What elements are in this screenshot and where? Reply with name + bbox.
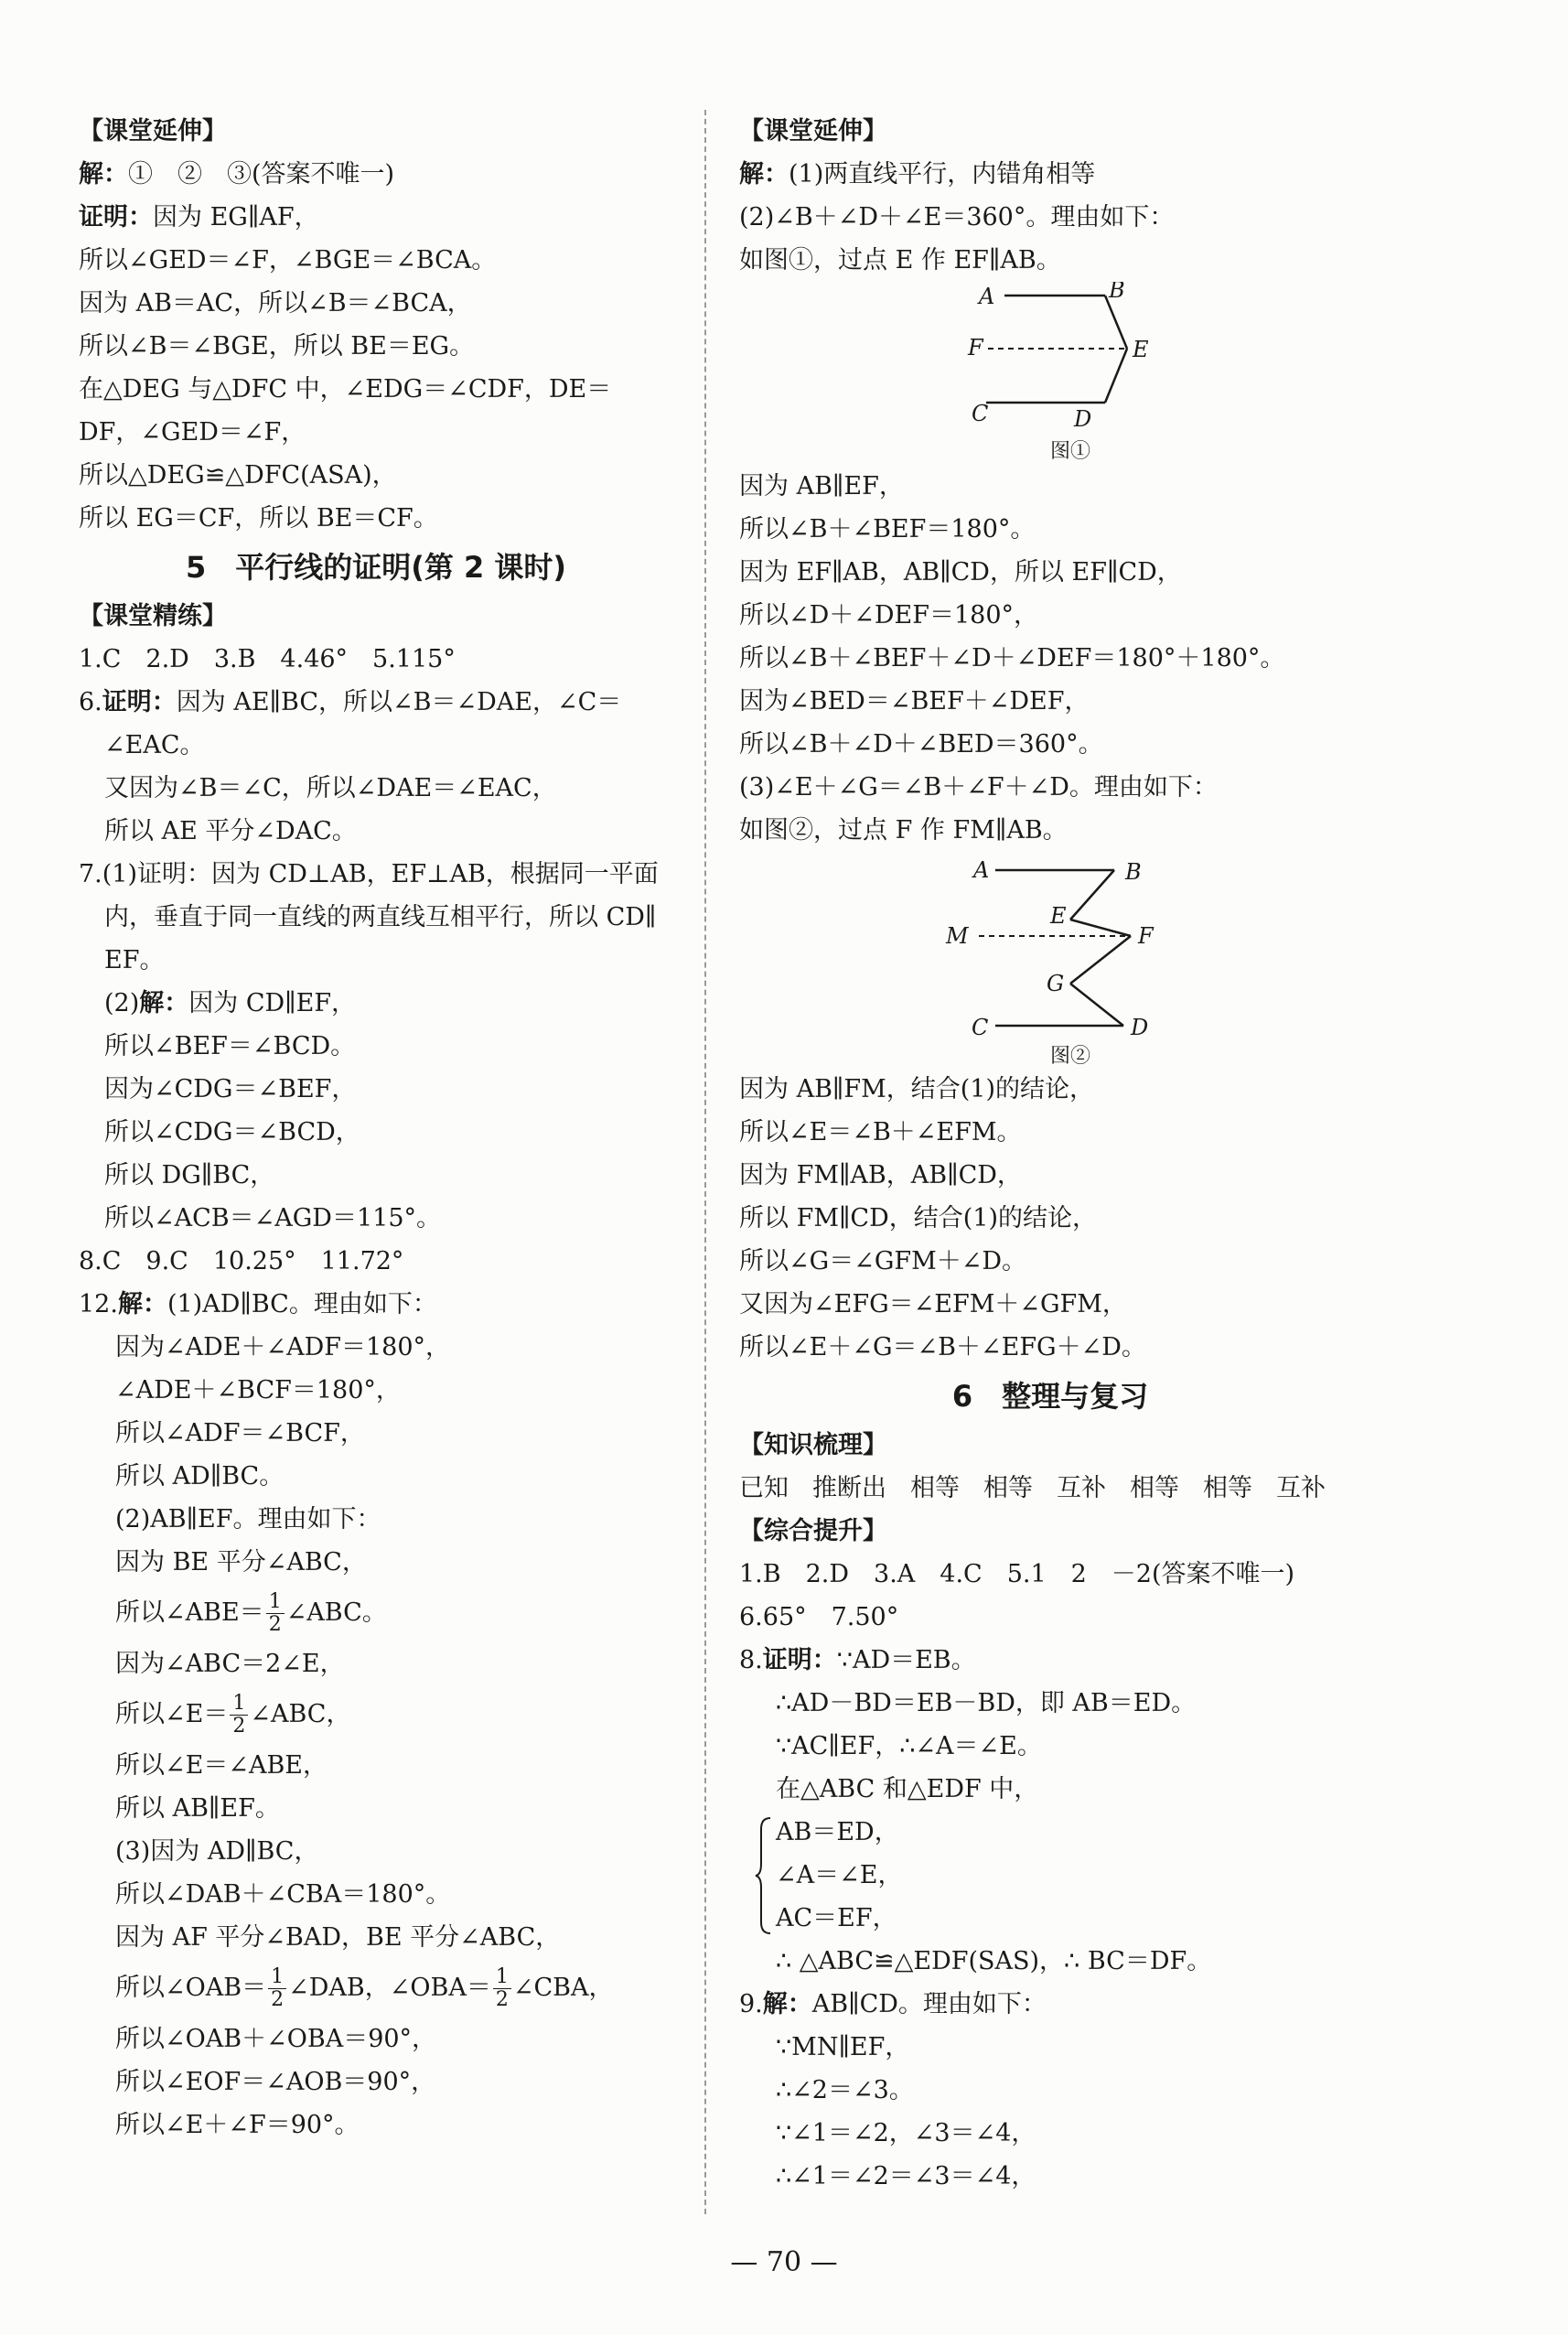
text-line: ∵∠1＝∠2，∠3＝∠4， — [776, 2119, 1036, 2147]
text-line: 所以∠B＋∠BEF＋∠D＋∠DEF＝180°＋180°。 — [739, 644, 1285, 673]
text-line: 所以∠B＝∠BGE，所以 BE＝EG。 — [79, 332, 475, 360]
figure-1 — [739, 282, 1361, 465]
text-line: 所以 AE 平分∠DAC。 — [104, 817, 357, 845]
text-line: 6.证明：因为 AE∥BC，所以∠B＝∠DAE，∠C＝ — [79, 688, 622, 716]
figure-2 — [739, 852, 1361, 1068]
text-line: ∴∠1＝∠2＝∠3＝∠4， — [776, 2162, 1036, 2190]
line-ed — [1105, 349, 1127, 403]
fraction-numerator: 1 — [268, 1966, 286, 1989]
term: 互补 — [1057, 1474, 1106, 1502]
line-fg — [1070, 936, 1131, 984]
keyword: 解： — [739, 160, 789, 188]
fraction-one-half — [493, 1966, 511, 2011]
point-label: E — [1050, 903, 1067, 929]
keyword: 证明： — [102, 688, 177, 716]
text-line: (3)因为 AD∥BC， — [115, 1837, 319, 1866]
section-heading-extension: 【课堂延伸】 — [79, 117, 227, 145]
text-fragment: ∠CBA， — [512, 1974, 614, 2002]
text-line: (2)AB∥EF。理由如下： — [115, 1505, 381, 1533]
text-line: 所以 DG∥BC， — [104, 1161, 275, 1189]
text-line: ∠EAC。 — [104, 731, 205, 759]
question-7 — [79, 853, 673, 1240]
section-heading-knowledge: 【知识梳理】 — [739, 1431, 887, 1459]
text-line: 8.证明：∵AD＝EB。 — [739, 1646, 976, 1674]
term: 互补 — [1276, 1474, 1326, 1502]
text-line: 所以∠G＝∠GFM＋∠D。 — [739, 1247, 1027, 1275]
keyword: 解： — [79, 160, 128, 188]
text-line: 所以∠OAB＋∠OBA＝90°， — [115, 2025, 437, 2053]
text-line: ∴AD－BD＝EB－BD，即 AB＝ED。 — [776, 1689, 1197, 1717]
line-be — [1070, 870, 1114, 920]
section-title-6: 6 整理与复习 — [951, 1379, 1149, 1414]
text-line: ∴ △ABC≌△EDF(SAS)，∴ BC＝DF。 — [776, 1947, 1212, 1975]
point-label: G — [1047, 971, 1065, 996]
knowledge-terms — [739, 1467, 1361, 1510]
system-line: ∠A＝∠E， — [776, 1861, 903, 1889]
text-line: 因为∠ADE＋∠ADF＝180°， — [115, 1333, 451, 1361]
section-heading-practice: 【课堂精练】 — [79, 602, 227, 630]
text-line: 所以∠DAB＋∠CBA＝180°。 — [115, 1880, 451, 1909]
point-label: D — [1131, 1015, 1149, 1040]
fraction-numerator: 1 — [493, 1966, 511, 1989]
point-label: F — [1138, 923, 1154, 949]
text-line: 9.解：AB∥CD。理由如下： — [739, 1990, 1047, 2018]
fraction-line — [79, 1959, 673, 2018]
text-line: ∵AC∥EF，∴∠A＝∠E。 — [776, 1732, 1042, 1760]
text-line: 所以∠BEF＝∠BCD。 — [104, 1032, 356, 1060]
text-line: 所以△DEG≌△DFC(ASA)， — [79, 461, 397, 490]
text-line: 所以∠GED＝∠F，∠BGE＝∠BCA。 — [79, 246, 497, 274]
text-line: 所以∠EOF＝∠AOB＝90°， — [115, 2068, 436, 2096]
fraction-line — [79, 1584, 673, 1642]
page-number: — 70 — — [730, 2246, 838, 2278]
section-heading-extension: 【课堂延伸】 — [739, 117, 887, 145]
text-line: 12.解：(1)AD∥BC。理由如下： — [79, 1290, 437, 1318]
text-line: 因为 AB∥EF， — [739, 472, 904, 500]
text-line: 因为∠BED＝∠BEF＋∠DEF， — [739, 687, 1090, 716]
text-line: 又因为∠B＝∠C，所以∠DAE＝∠EAC， — [104, 774, 557, 802]
text-line: 因为 AB∥FM，结合(1)的结论， — [739, 1075, 1095, 1103]
text-line: 所以∠ACB＝∠AGD＝115°。 — [104, 1204, 441, 1232]
keyword: 解： — [762, 1990, 812, 2018]
text-line: 所以 EG＝CF，所以 BE＝CF。 — [79, 504, 438, 533]
text-line: (3)∠E＋∠G＝∠B＋∠F＋∠D。理由如下： — [739, 773, 1218, 802]
answers-6-7: 6.65° 7.50° — [739, 1603, 899, 1631]
right-column — [739, 110, 1361, 2198]
point-label: D — [1074, 406, 1092, 432]
text-line: 所以∠B＋∠BEF＝180°。 — [739, 515, 1036, 543]
section-heading-improve: 【综合提升】 — [739, 1517, 887, 1545]
line-be — [1105, 296, 1127, 349]
text-line: 7.(1)证明：因为 CD⊥AB，EF⊥AB，根据同一平面 — [79, 860, 659, 888]
text-line: 如图①，过点 E 作 EF∥AB。 — [739, 246, 1061, 274]
term: 相等 — [1130, 1474, 1179, 1502]
fraction-numerator: 1 — [230, 1693, 248, 1716]
text-line: 因为∠CDG＝∠BEF， — [104, 1075, 357, 1103]
term: 已知 — [739, 1474, 789, 1502]
text-fragment: ∠DAB，∠OBA＝ — [288, 1974, 491, 2002]
text-line: EF。 — [104, 946, 165, 974]
question-8 — [739, 1639, 1361, 1983]
text-line: 如图②，过点 F 作 FM∥AB。 — [739, 816, 1068, 845]
text-fragment: ∠ABC。 — [285, 1598, 387, 1627]
section-title-5: 5 平行线的证明(第 2 课时) — [185, 550, 567, 585]
system-line: AC＝EF， — [776, 1904, 897, 1932]
fraction-one-half — [266, 1591, 285, 1636]
keyword: 解： — [117, 1290, 167, 1318]
text-line: (2)∠B＋∠D＋∠E＝360°。理由如下： — [739, 203, 1175, 231]
term: 推断出 — [812, 1474, 886, 1502]
text-line: 因为∠ABC＝2∠E， — [115, 1650, 345, 1678]
text-line: 所以 AD∥BC。 — [115, 1462, 285, 1490]
figure-caption: 图① — [1050, 440, 1091, 463]
fraction-denominator: 2 — [271, 1988, 285, 2011]
fraction-one-half — [268, 1966, 286, 2011]
text-line: ∠ADE＋∠BCF＝180°， — [115, 1376, 401, 1404]
fraction-line — [79, 1685, 673, 1744]
text-line: 所以∠CDG＝∠BCD， — [104, 1118, 360, 1146]
text-line: 所以∠E＋∠F＝90°。 — [115, 2111, 360, 2139]
text-line: 所以∠E＋∠G＝∠B＋∠EFG＋∠D。 — [739, 1333, 1146, 1361]
text-line: 因为 AB＝AC，所以∠B＝∠BCA， — [79, 289, 472, 317]
term: 相等 — [1203, 1474, 1252, 1502]
point-label: C — [972, 401, 989, 426]
text-fragment: 所以∠E＝ — [115, 1700, 229, 1728]
fraction-denominator: 2 — [268, 1613, 282, 1636]
column-divider — [704, 110, 706, 2214]
fraction-numerator: 1 — [266, 1591, 285, 1614]
text-line: 因为 FM∥AB，AB∥CD， — [739, 1161, 1022, 1189]
point-label: B — [1125, 859, 1142, 885]
question-6 — [79, 681, 673, 853]
answers-8-11: 8.C 9.C 10.25° 11.72° — [79, 1247, 404, 1275]
point-label: C — [972, 1015, 989, 1040]
question-12 — [79, 1283, 673, 2147]
left-column — [79, 110, 673, 2147]
keyword: 证明： — [79, 203, 153, 231]
line-gd — [1070, 984, 1123, 1026]
text-line: 又因为∠EFG＝∠EFM＋∠GFM， — [739, 1290, 1127, 1318]
text-line: 因为 EF∥AB，AB∥CD，所以 EF∥CD， — [739, 558, 1182, 586]
point-label: B — [1109, 282, 1125, 303]
text-line: 所以∠ADF＝∠BCF， — [115, 1419, 365, 1447]
text-line: 所以∠B＋∠D＋∠BED＝360°。 — [739, 730, 1103, 759]
left-brace — [754, 1816, 774, 1935]
text-line: 解：(1)两直线平行，内错角相等 — [739, 160, 1096, 188]
point-label: E — [1133, 337, 1149, 362]
figure-1-diagram — [739, 282, 1361, 465]
answers-1-5: 1.C 2.D 3.B 4.46° 5.115° — [79, 645, 456, 673]
text-line: 所以∠E＝∠B＋∠EFM。 — [739, 1118, 1022, 1146]
term: 相等 — [910, 1474, 960, 1502]
system-line: AB＝ED， — [776, 1818, 899, 1846]
text-line: 证明：因为 EG∥AF， — [79, 203, 319, 231]
text-fragment: 所以∠OAB＝ — [115, 1974, 267, 2002]
answers-1-5: 1.B 2.D 3.A 4.C 5.1 2 －2(答案不唯一) — [739, 1560, 1295, 1588]
text-line: (2)解：因为 CD∥EF， — [104, 989, 357, 1017]
text-line: 解：① ② ③(答案不唯一) — [79, 160, 395, 188]
fraction-denominator: 2 — [495, 1988, 509, 2011]
text-fragment: ∠ABC， — [250, 1700, 351, 1728]
text-line: 所以∠D＋∠DEF＝180°， — [739, 601, 1039, 629]
text-line: 内，垂直于同一直线的两直线互相平行，所以 CD∥ — [104, 903, 657, 931]
equation-system — [739, 1811, 1361, 1940]
text-line: 因为 AF 平分∠BAD，BE 平分∠ABC， — [115, 1923, 561, 1952]
text-line: 在△DEG 与△DFC 中，∠EDG＝∠CDF，DE＝ — [79, 375, 612, 404]
point-label: F — [968, 335, 983, 360]
question-9 — [739, 1983, 1361, 2198]
figure-2-diagram — [739, 852, 1361, 1068]
text-fragment: 所以∠ABE＝ — [115, 1598, 264, 1627]
keyword: 证明： — [762, 1646, 837, 1674]
fraction-denominator: 2 — [232, 1715, 246, 1738]
extension-solution — [79, 153, 673, 540]
text-line: 因为 BE 平分∠ABC， — [115, 1548, 367, 1576]
text-line: 所以∠E＝∠ABE， — [115, 1751, 328, 1780]
text-line: 所以 AB∥EF。 — [115, 1794, 280, 1823]
point-label: A — [973, 857, 990, 883]
point-label: A — [979, 284, 995, 309]
keyword: 解： — [139, 989, 189, 1017]
point-label: M — [946, 923, 969, 949]
text-line: ∴∠2＝∠3。 — [776, 2076, 914, 2104]
text-line: 所以 FM∥CD，结合(1)的结论， — [739, 1204, 1097, 1232]
fraction-one-half — [230, 1693, 248, 1738]
term: 相等 — [983, 1474, 1033, 1502]
text-line: ∵MN∥EF， — [776, 2033, 910, 2061]
figure-caption: 图② — [1050, 1045, 1091, 1068]
line-ef — [1070, 920, 1131, 936]
text-line: 在△ABC 和△EDF 中， — [776, 1775, 1039, 1803]
text-line: DF，∠GED＝∠F， — [79, 418, 306, 447]
